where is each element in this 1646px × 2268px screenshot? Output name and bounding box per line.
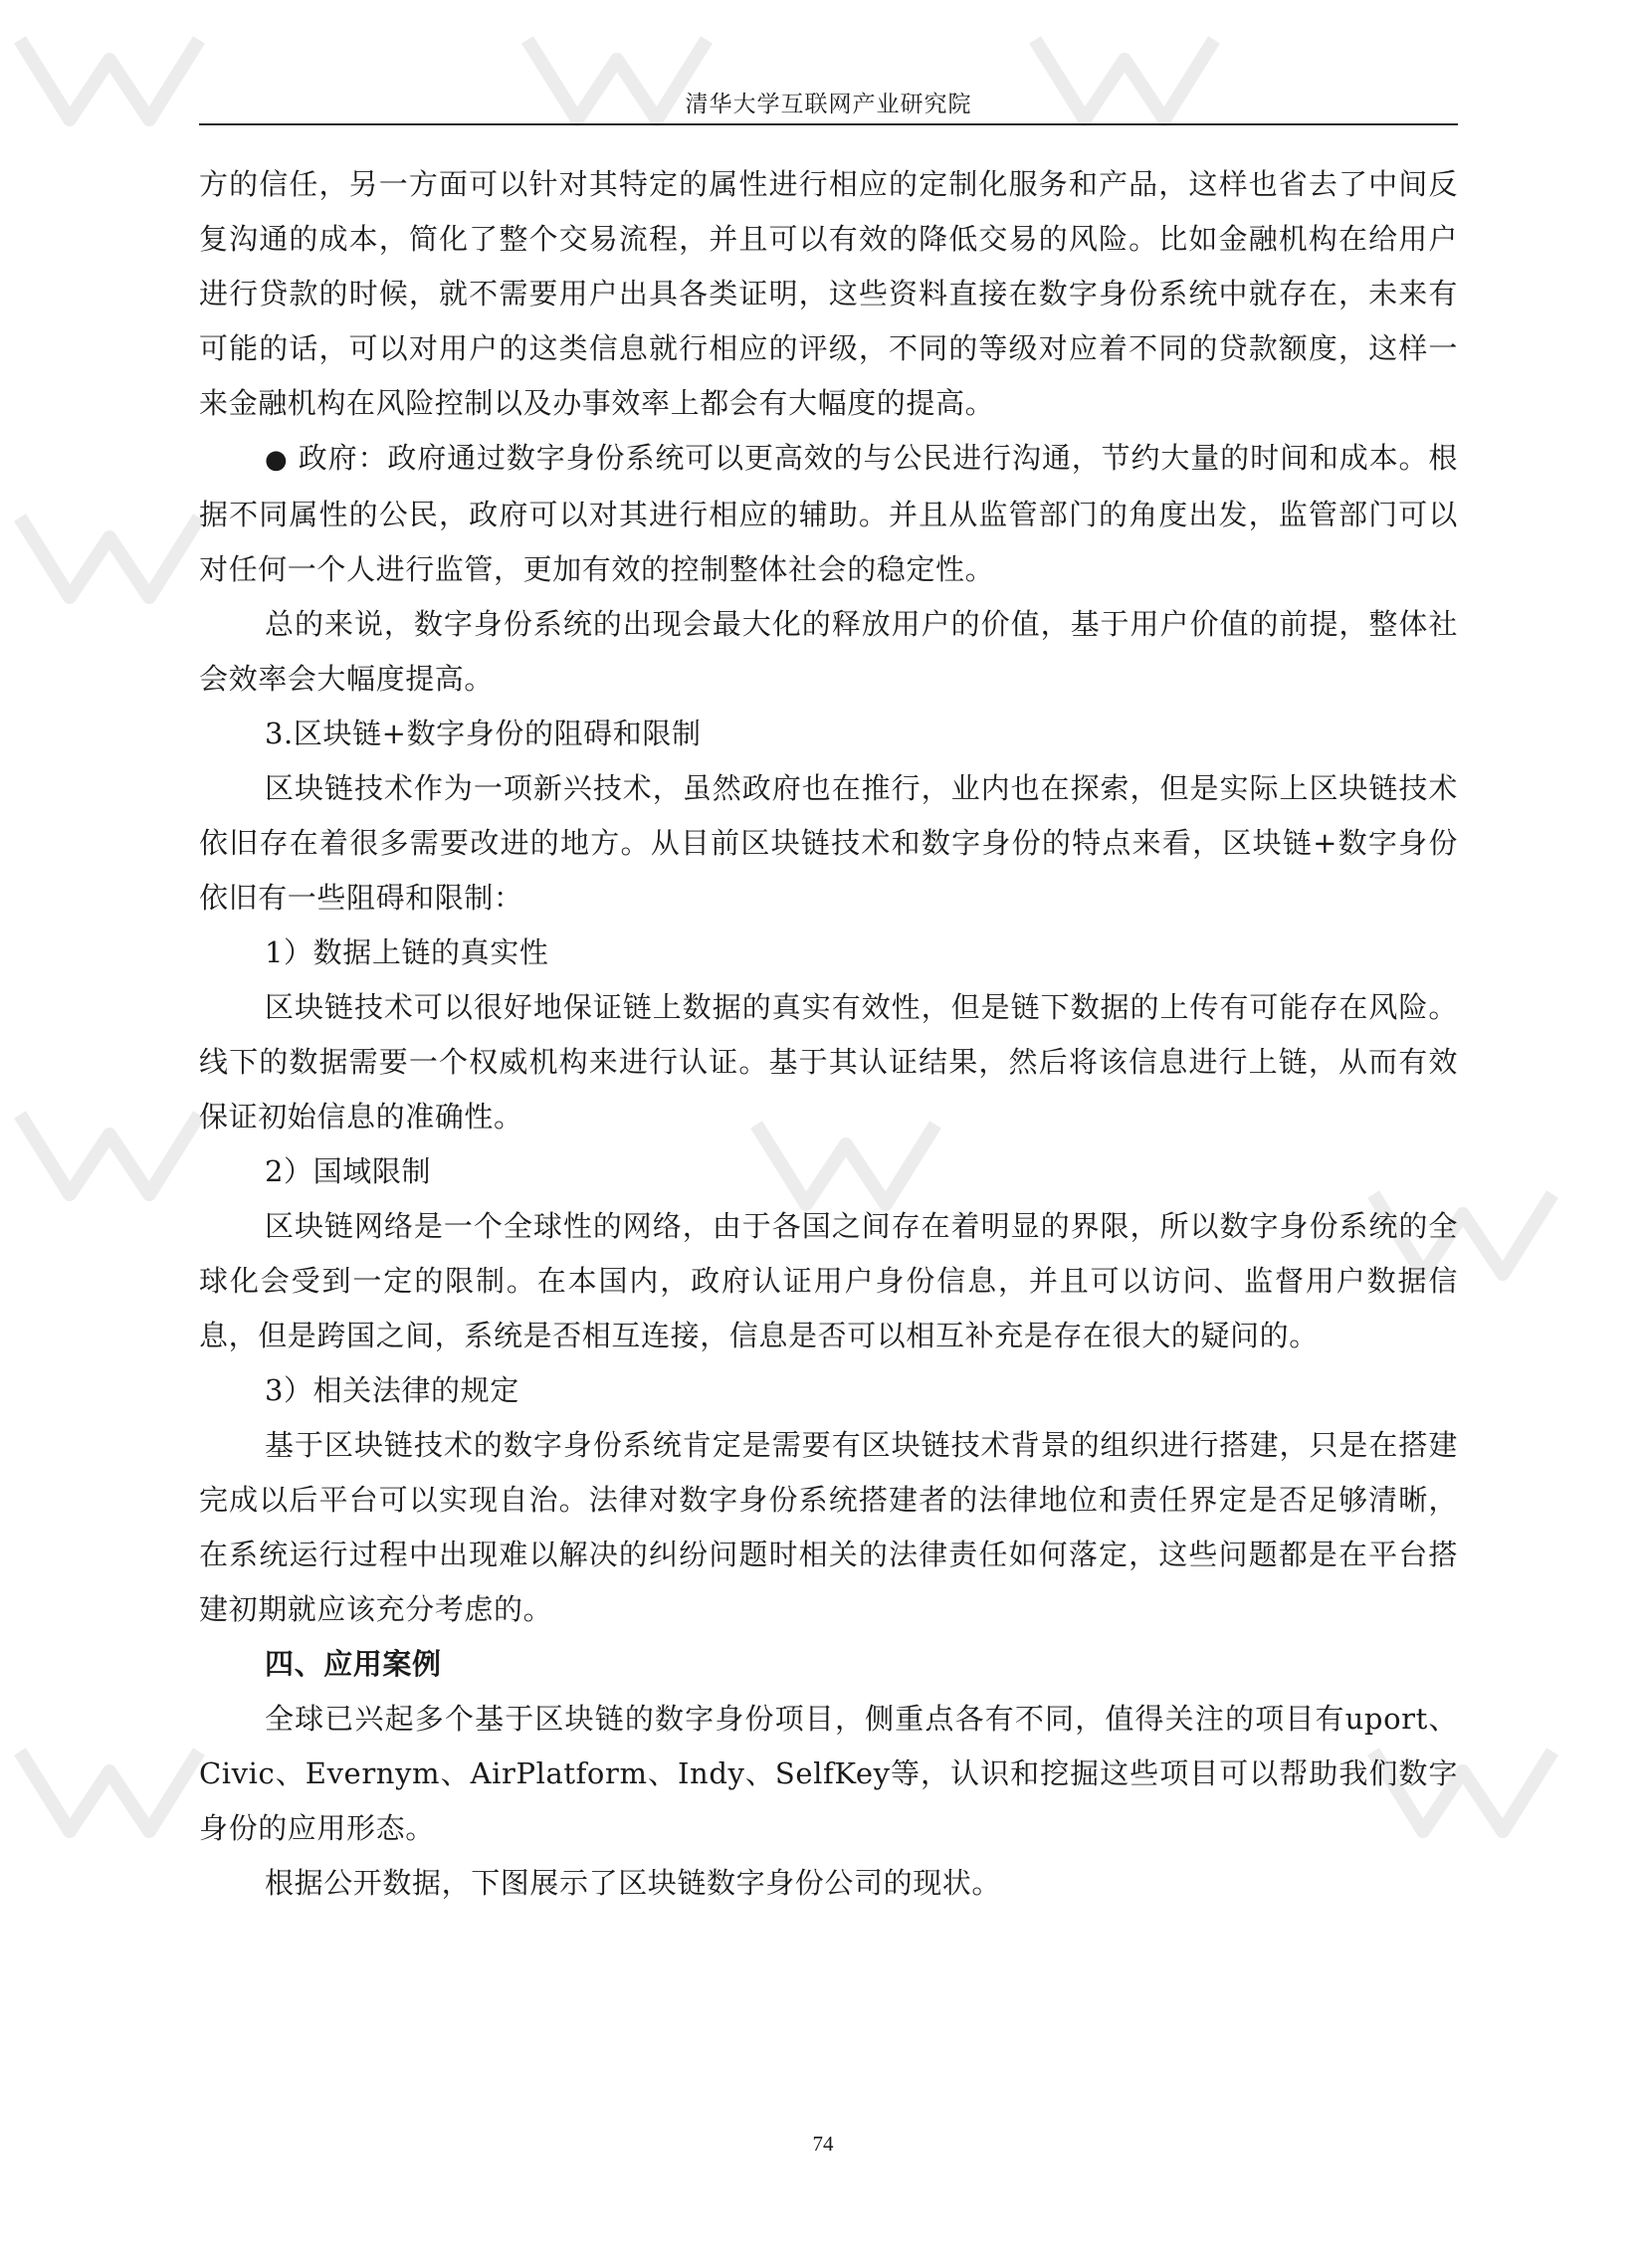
section-heading-obstacles: 3.区块链+数字身份的阻碍和限制 xyxy=(265,717,702,750)
paragraph-national-limits: 区块链网络是一个全球性的网络，由于各国之间存在着明显的界限，所以数字身份系统的全球化会受到一定的限制。在本国内，政府认证用户身份信息，并且可以访问、监督用户数据信息，但是跨国之间，系统是否相互连接，信息是否可以相互补充是存在很大的疑问的。 xyxy=(199,1209,1458,1352)
header-divider xyxy=(199,123,1458,125)
paragraph-legal-rules: 基于区块链技术的数字身份系统肯定是需要有区块链技术背景的组织进行搭建，只是在搭建完成以后平台可以实现自治。法律对数字身份系统搭建者的法律地位和责任界定是否足够清晰，在系统运行过程中出现难以解决的纠纷问题时相关的法律责任如何落定，这些问题都是在平台搭建初期就应该充分考虑的。 xyxy=(199,1428,1458,1626)
bullet-icon: ● xyxy=(265,445,289,475)
paragraph-data-authenticity: 区块链技术可以很好地保证链上数据的真实有效性，但是链下数据的上传有可能存在风险。线下的数据需要一个权威机构来进行认证。基于其认证结果，然后将该信息进行上链，从而有效保证初始信息的准确性。 xyxy=(199,990,1458,1134)
paragraph-government xyxy=(199,431,1458,597)
document-body xyxy=(199,157,1458,1911)
subheading-national-limits: 2）国域限制 xyxy=(265,1154,432,1188)
section-heading-use-cases: 四、应用案例 xyxy=(265,1647,442,1681)
page-header: 清华大学互联网产业研究院 xyxy=(685,92,972,117)
subheading-legal-rules: 3）相关法律的规定 xyxy=(265,1373,519,1407)
paragraph-summary: 总的来说，数字身份系统的出现会最大化的释放用户的价值，基于用户价值的前提，整体社会效率会大幅度提高。 xyxy=(199,607,1458,696)
paragraph-obstacles-intro: 区块链技术作为一项新兴技术，虽然政府也在推行，业内也在探索，但是实际上区块链技术依旧存在着很多需要改进的地方。从目前区块链技术和数字身份的特点来看，区块链+数字身份依旧有一些阻碍和限制： xyxy=(199,771,1458,915)
paragraph-figure-intro: 根据公开数据，下图展示了区块链数字身份公司的现状。 xyxy=(265,1866,1002,1900)
paragraph-continuation: 方的信任，另一方面可以针对其特定的属性进行相应的定制化服务和产品，这样也省去了中间反复沟通的成本，简化了整个交易流程，并且可以有效的降低交易的风险。比如金融机构在给用户进行贷款的时候，就不需要用户出具各类证明，这些资料直接在数字身份系统中就存在，未来有可能的话，可以对用户的这类信息就行相应的评级，不同的等级对应着不同的贷款额度，这样一来金融机构在风险控制以及办事效率上都会有大幅度的提高。 xyxy=(199,167,1458,420)
page-number: 74 xyxy=(812,2132,834,2156)
subheading-data-authenticity: 1）数据上链的真实性 xyxy=(265,935,549,969)
paragraph-use-cases: 全球已兴起多个基于区块链的数字身份项目，侧重点各有不同，值得关注的项目有uport、Civic、Evernym、AirPlatform、Indy、SelfKey等，认识和挖掘这些项目可以帮助我们数字身份的应用形态。 xyxy=(199,1702,1458,1845)
paragraph-government-text: 政府：政府通过数字身份系统可以更高效的与公民进行沟通，节约大量的时间和成本。根据不同属性的公民，政府可以对其进行相应的辅助。并且从监管部门的角度出发，监管部门可以对任何一个人进行监管，更加有效的控制整体社会的稳定性。 xyxy=(199,441,1458,586)
